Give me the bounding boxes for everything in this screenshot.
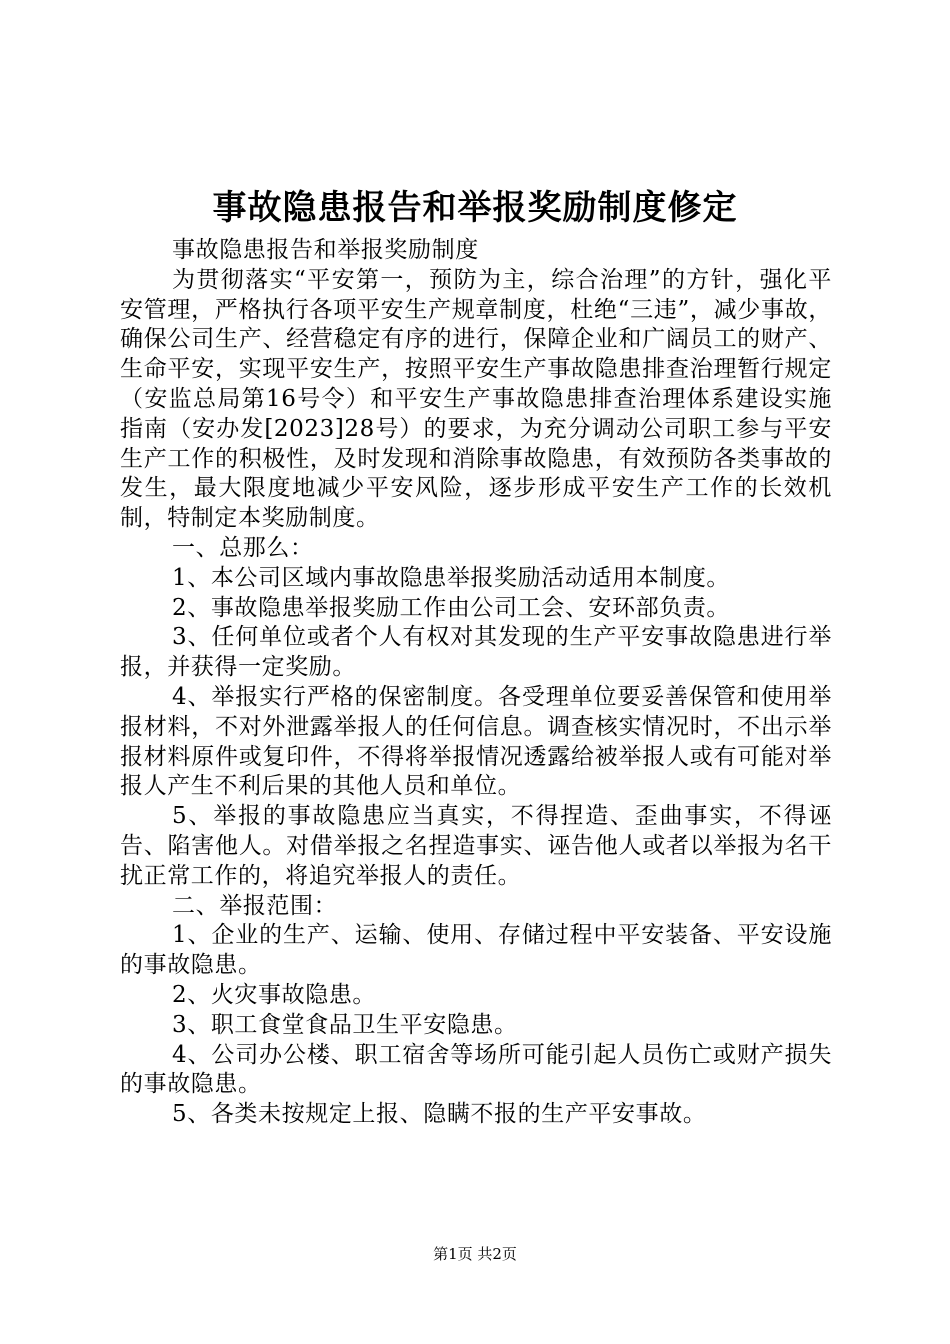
general-item-1: 1、本公司区域内事故隐患举报奖励活动适用本制度。 — [172, 564, 731, 591]
section-heading-general: 一、总那么： — [172, 534, 314, 561]
general-item-3: 3、任何单位或者个人有权对其发现的生产平安事故隐患进行举报，并获得一定奖励。 — [120, 624, 832, 681]
page-number-footer: 第1页 共2页 — [433, 1245, 517, 1263]
document-body — [120, 236, 832, 1130]
general-item-2: 2、事故隐患举报奖励工作由公司工会、安环部负责。 — [172, 594, 731, 621]
intro-paragraph: 为贯彻落实“平安第一，预防为主，综合治理”的方针，强化平安管理，严格执行各项平安生产规章制度，杜绝“三违”，减少事故，确保公司生产、经营稳定有序的进行，保障企业和广阔员工的财产、生命平安，实现平安生产，按照平安生产事故隐患排查治理暂行规定（安监总局第16号令）和平安生产事故隐患排查治理体系建设实施指南（安办发[2023]28号）的要求，为充分调动公司职工参与平安生产工作的积极性，及时发现和消除事故隐患，有效预防各类事故的发生，最大限度地减少平安风险，逐步形成平安生产工作的长效机制，特制定本奖励制度。 — [120, 266, 832, 532]
scope-item-4: 4、公司办公楼、职工宿舍等场所可能引起人员伤亡或财产损失的事故隐患。 — [120, 1041, 832, 1098]
scope-item-1: 1、企业的生产、运输、使用、存储过程中平安装备、平安设施的事故隐患。 — [120, 922, 832, 979]
general-item-5: 5、举报的事故隐患应当真实，不得捏造、歪曲事实，不得诬告、陷害他人。对借举报之名捏造事实、诬告他人或者以举报为名干扰正常工作的，将追究举报人的责任。 — [120, 803, 832, 889]
general-item-4: 4、举报实行严格的保密制度。各受理单位要妥善保管和使用举报材料，不对外泄露举报人的任何信息。调查核实情况时，不出示举报材料原件或复印件，不得将举报情况透露给被举报人或有可能对举报人产生不利后果的其他人员和单位。 — [120, 683, 832, 800]
subtitle-paragraph: 事故隐患报告和举报奖励制度 — [172, 237, 479, 263]
section-heading-scope: 二、举报范围： — [172, 892, 338, 919]
document-title: 事故隐患报告和举报奖励制度修定 — [212, 188, 738, 228]
scope-item-2: 2、火灾事故隐患。 — [172, 981, 377, 1008]
scope-item-3: 3、职工食堂食品卫生平安隐患。 — [172, 1011, 518, 1038]
scope-item-5: 5、各类未按规定上报、隐瞒不报的生产平安事故。 — [172, 1101, 707, 1128]
